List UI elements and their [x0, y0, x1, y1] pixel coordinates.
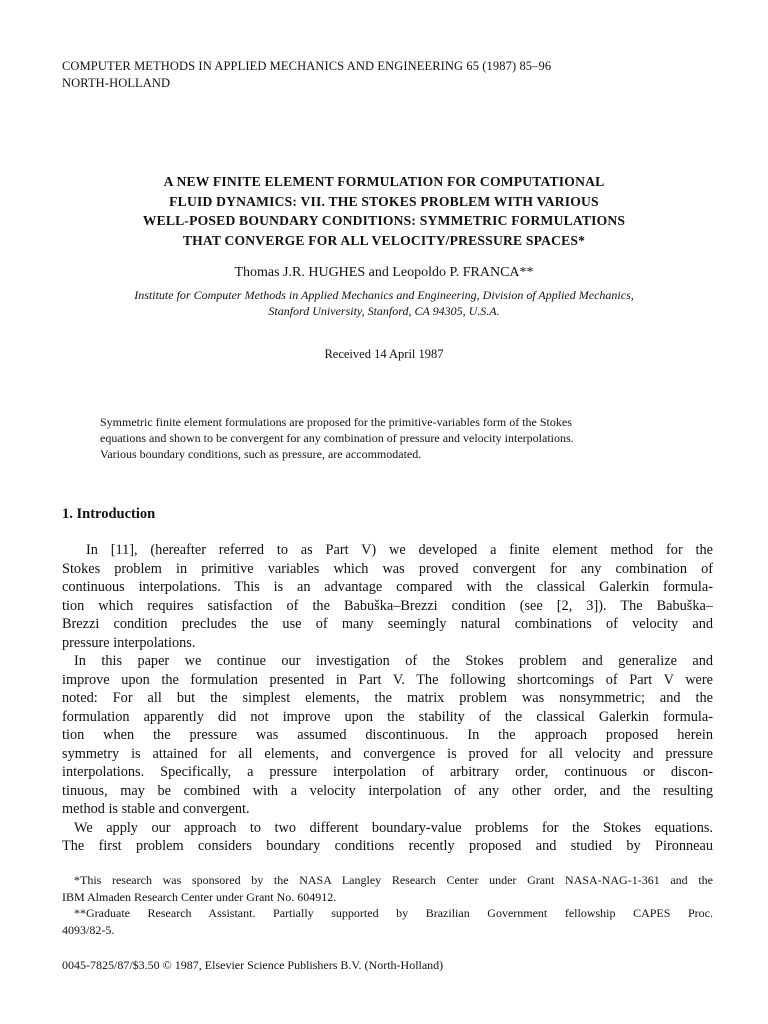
body-line: We apply our approach to two different boundary-value problems for the Stokes equations.: [74, 819, 713, 836]
affiliation: [60, 287, 708, 319]
footnote-line: 4093/82-5.: [62, 922, 115, 937]
section-heading: 1. Introduction: [62, 506, 156, 522]
body-line: continuous interpolations. This is an advantage compared with the classical Galerkin formula-: [62, 579, 713, 595]
body-line: In [11], (hereafter referred to as Part V) we developed a finite element method for the: [86, 542, 713, 558]
body-line: interpolations. Specifically, a pressure interpolation of arbitrary order, continuous or discon-: [62, 764, 713, 780]
body-text: [62, 541, 713, 856]
body-line: improve upon the formulation presented in Part V. The following shortcomings of Part V were: [62, 671, 713, 688]
footnote-line: IBM Almaden Research Center under Grant No. 604912.: [62, 889, 337, 904]
paper-title: [60, 172, 708, 250]
affiliation-line: Stanford University, Stanford, CA 94305, U.S.A.: [268, 304, 500, 318]
copyright-line: 0045-7825/87/$3.50 © 1987, Elsevier Science Publishers B.V. (North-Holland): [62, 958, 444, 972]
title-line: WELL-POSED BOUNDARY CONDITIONS: SYMMETRIC FORMULATIONS: [142, 213, 626, 228]
body-line: tinuous, may be combined with a velocity interpolation of any other order, and the resulting: [62, 782, 713, 799]
body-line: The first problem considers boundary conditions recently proposed and studied by Pironneau: [62, 838, 713, 854]
footnote-line: **Graduate Research Assistant. Partially supported by Brazilian Government fellowship CAPES Proc.: [74, 906, 713, 920]
title-line: THAT CONVERGE FOR ALL VELOCITY/PRESSURE SPACES*: [182, 232, 586, 248]
body-line: formulation apparently did not improve upon the stability of the classical Galerkin formula-: [62, 708, 713, 725]
title-line: FLUID DYNAMICS: VII. THE STOKES PROBLEM WITH VARIOUS: [169, 193, 599, 209]
body-line: Brezzi condition precludes the use of many seemingly natural combinations of velocity and: [62, 616, 713, 632]
authors: Thomas J.R. HUGHES and Leopoldo P. FRANCA**: [234, 265, 534, 280]
abstract-line: Various boundary conditions, such as pressure, are accommodated.: [100, 447, 422, 461]
received-date: Received 14 April 1987: [324, 347, 444, 361]
footnote-line: *This research was sponsored by the NASA Langley Research Center under Grant NASA-NAG-1-361 and the: [74, 873, 713, 887]
abstract: [100, 414, 690, 462]
body-line: pressure interpolations.: [62, 634, 196, 651]
journal-citation: COMPUTER METHODS IN APPLIED MECHANICS AND ENGINEERING 65 (1987) 85–96: [62, 59, 552, 73]
body-line: noted: For all but the simplest elements, the matrix problem was nonsymmetric; and the: [62, 690, 713, 706]
body-line: symmetry is attained for all elements, and convergence is proved for all velocity and pressure: [62, 745, 713, 762]
abstract-line: equations and shown to be convergent for any combination of pressure and velocity interpolations.: [100, 431, 574, 445]
journal-header: [62, 58, 551, 92]
affiliation-line: Institute for Computer Methods in Applied Mechanics and Engineering, Division of Applied Mechanics,: [134, 288, 634, 302]
body-line: tion which requires satisfaction of the Babuška–Brezzi condition (see [2, 3]). The Babuška–: [62, 597, 713, 614]
title-line: A NEW FINITE ELEMENT FORMULATION FOR COMPUTATIONAL: [163, 174, 605, 189]
footnotes: [62, 872, 713, 938]
body-line: tion when the pressure was assumed discontinuous. In the approach proposed herein: [62, 727, 713, 743]
publisher: NORTH-HOLLAND: [62, 76, 171, 90]
body-line: Stokes problem in primitive variables which was proved convergent for any combination of: [62, 560, 713, 577]
body-line: In this paper we continue our investigation of the Stokes problem and generalize and: [74, 653, 713, 669]
abstract-line: Symmetric finite element formulations are proposed for the primitive-variables form of the Stokes: [100, 415, 572, 429]
body-line: method is stable and convergent.: [62, 801, 250, 817]
